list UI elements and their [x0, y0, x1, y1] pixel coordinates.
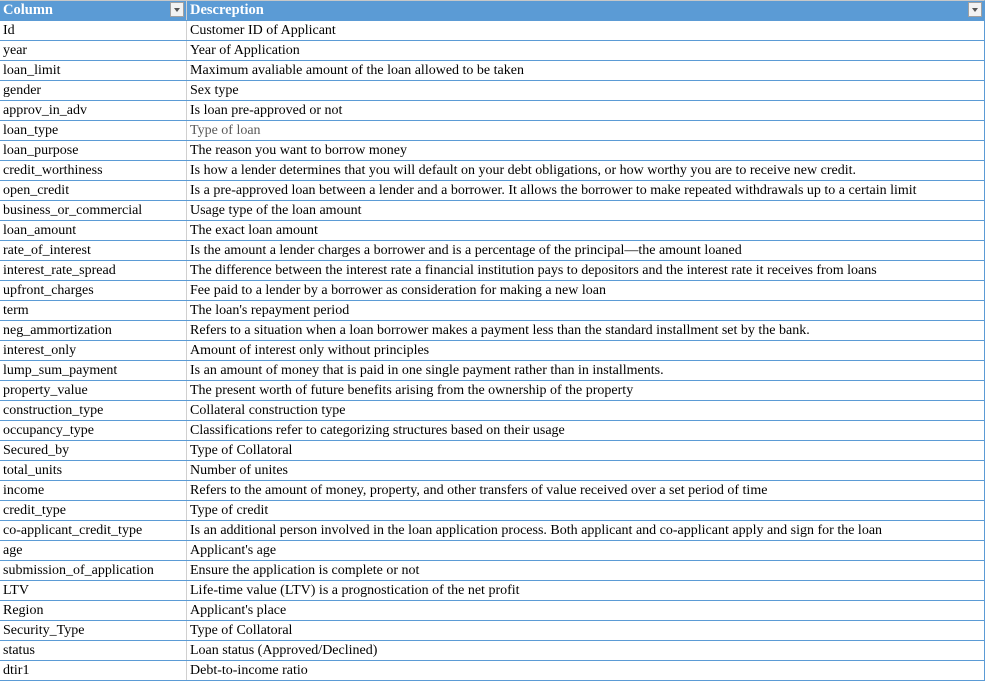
table-row: [0, 140, 984, 160]
cell-column[interactable]: Security_Type: [0, 621, 187, 640]
table-header: [0, 1, 984, 20]
cell-column[interactable]: approv_in_adv: [0, 101, 187, 120]
cell-column[interactable]: property_value: [0, 381, 187, 400]
cell-description[interactable]: Type of loan: [190, 123, 261, 138]
table-row: [0, 540, 984, 560]
table-row: [0, 380, 984, 400]
cell-column[interactable]: LTV: [0, 581, 187, 600]
table-row: [0, 420, 984, 440]
cell-column[interactable]: submission_of_application: [0, 561, 187, 580]
cell-description[interactable]: Sex type: [190, 83, 239, 98]
cell-description[interactable]: Is how a lender determines that you will default on your debt obligations, or how worthy you are to receive new credit.: [190, 163, 856, 178]
table-body: [0, 20, 984, 681]
cell-description[interactable]: Usage type of the loan amount: [190, 203, 362, 218]
cell-column[interactable]: term: [0, 301, 187, 320]
table-row: [0, 500, 984, 520]
cell-description[interactable]: The difference between the interest rate a financial institution pays to depositors and the interest rate it receives from loans: [190, 263, 877, 278]
table-row: [0, 560, 984, 580]
cell-description[interactable]: Type of credit: [190, 503, 269, 518]
cell-column[interactable]: credit_worthiness: [0, 161, 187, 180]
cell-column[interactable]: construction_type: [0, 401, 187, 420]
cell-column[interactable]: lump_sum_payment: [0, 361, 187, 380]
cell-column[interactable]: Id: [0, 21, 187, 40]
cell-description[interactable]: The reason you want to borrow money: [190, 143, 407, 158]
cell-description[interactable]: Is an amount of money that is paid in one single payment rather than in installments.: [190, 363, 664, 378]
cell-description[interactable]: Debt-to-income ratio: [190, 663, 308, 678]
cell-column[interactable]: total_units: [0, 461, 187, 480]
cell-description[interactable]: Loan status (Approved/Declined): [190, 643, 378, 658]
header-column: [0, 1, 187, 20]
table-row: [0, 660, 984, 681]
table-row: [0, 320, 984, 340]
cell-description[interactable]: Ensure the application is complete or not: [190, 563, 420, 578]
cell-description[interactable]: Year of Application: [190, 43, 300, 58]
cell-description[interactable]: Type of Collatoral: [190, 443, 293, 458]
table-row: [0, 180, 984, 200]
cell-description[interactable]: Type of Collatoral: [190, 623, 293, 638]
cell-description[interactable]: Customer ID of Applicant: [190, 23, 336, 38]
cell-description[interactable]: Classifications refer to categorizing structures based on their usage: [190, 423, 565, 438]
table-row: [0, 160, 984, 180]
header-description-label: Descreption: [190, 2, 264, 18]
cell-column[interactable]: year: [0, 41, 187, 60]
table-row: [0, 520, 984, 540]
cell-description[interactable]: The present worth of future benefits arising from the ownership of the property: [190, 383, 634, 398]
table-row: [0, 600, 984, 620]
table-row: [0, 60, 984, 80]
table-row: [0, 280, 984, 300]
cell-column[interactable]: neg_ammortization: [0, 321, 187, 340]
table-row: [0, 20, 984, 40]
cell-column[interactable]: rate_of_interest: [0, 241, 187, 260]
cell-column[interactable]: Region: [0, 601, 187, 620]
cell-description[interactable]: Number of unites: [190, 463, 288, 478]
table-row: [0, 480, 984, 500]
cell-column[interactable]: loan_limit: [0, 61, 187, 80]
table-row: [0, 400, 984, 420]
table-row: [0, 220, 984, 240]
cell-description[interactable]: Applicant's age: [190, 543, 277, 558]
cell-column[interactable]: loan_purpose: [0, 141, 187, 160]
cell-description[interactable]: The exact loan amount: [190, 223, 318, 238]
cell-description[interactable]: Applicant's place: [190, 603, 287, 618]
cell-column[interactable]: open_credit: [0, 181, 187, 200]
table-row: [0, 80, 984, 100]
cell-column[interactable]: dtir1: [0, 661, 187, 680]
cell-description[interactable]: Is loan pre-approved or not: [190, 103, 343, 118]
table-row: [0, 640, 984, 660]
cell-column[interactable]: upfront_charges: [0, 281, 187, 300]
table-row: [0, 120, 984, 140]
cell-column[interactable]: credit_type: [0, 501, 187, 520]
cell-column[interactable]: gender: [0, 81, 187, 100]
cell-column[interactable]: occupancy_type: [0, 421, 187, 440]
header-description: [187, 1, 984, 20]
cell-column[interactable]: loan_type: [0, 121, 187, 140]
cell-column[interactable]: interest_only: [0, 341, 187, 360]
cell-description[interactable]: Is the amount a lender charges a borrower and is a percentage of the principal—the amount loaned: [190, 243, 742, 258]
filter-dropdown-column-icon[interactable]: [170, 2, 184, 17]
table-row: [0, 200, 984, 220]
cell-column[interactable]: business_or_commercial: [0, 201, 187, 220]
filter-dropdown-description-icon[interactable]: [968, 2, 982, 17]
cell-column[interactable]: status: [0, 641, 187, 660]
table-row: [0, 260, 984, 280]
cell-description[interactable]: Is a pre-approved loan between a lender and a borrower. It allows the borrower to make repeated withdrawals up to a certain limit: [190, 183, 917, 198]
table-row: [0, 240, 984, 260]
cell-column[interactable]: loan_amount: [0, 221, 187, 240]
cell-description[interactable]: Fee paid to a lender by a borrower as consideration for making a new loan: [190, 283, 606, 298]
cell-column[interactable]: age: [0, 541, 187, 560]
cell-description[interactable]: Maximum avaliable amount of the loan allowed to be taken: [190, 63, 524, 78]
cell-description[interactable]: Life-time value (LTV) is a prognostication of the net profit: [190, 583, 520, 598]
table-row: [0, 300, 984, 320]
cell-description[interactable]: The loan's repayment period: [190, 303, 350, 318]
cell-description[interactable]: Refers to a situation when a loan borrower makes a payment less than the standard installment set by the bank.: [190, 323, 810, 338]
cell-description[interactable]: Refers to the amount of money, property, and other transfers of value received over a set period of time: [190, 483, 768, 498]
cell-description[interactable]: Collateral construction type: [190, 403, 346, 418]
table-row: [0, 40, 984, 60]
table-row: [0, 440, 984, 460]
table-row: [0, 460, 984, 480]
cell-description[interactable]: Amount of interest only without principles: [190, 343, 430, 358]
cell-description[interactable]: Is an additional person involved in the loan application process. Both applicant and co-applicant apply and sign for the loan: [190, 523, 883, 538]
cell-column[interactable]: Secured_by: [0, 441, 187, 460]
table-row: [0, 580, 984, 600]
table-row: [0, 340, 984, 360]
table-row: [0, 100, 984, 120]
header-column-label: Column: [3, 2, 53, 18]
cell-column[interactable]: co-applicant_credit_type: [0, 521, 187, 540]
table-row: [0, 360, 984, 380]
table-row: [0, 620, 984, 640]
cell-column[interactable]: interest_rate_spread: [0, 261, 187, 280]
cell-column[interactable]: income: [0, 481, 187, 500]
